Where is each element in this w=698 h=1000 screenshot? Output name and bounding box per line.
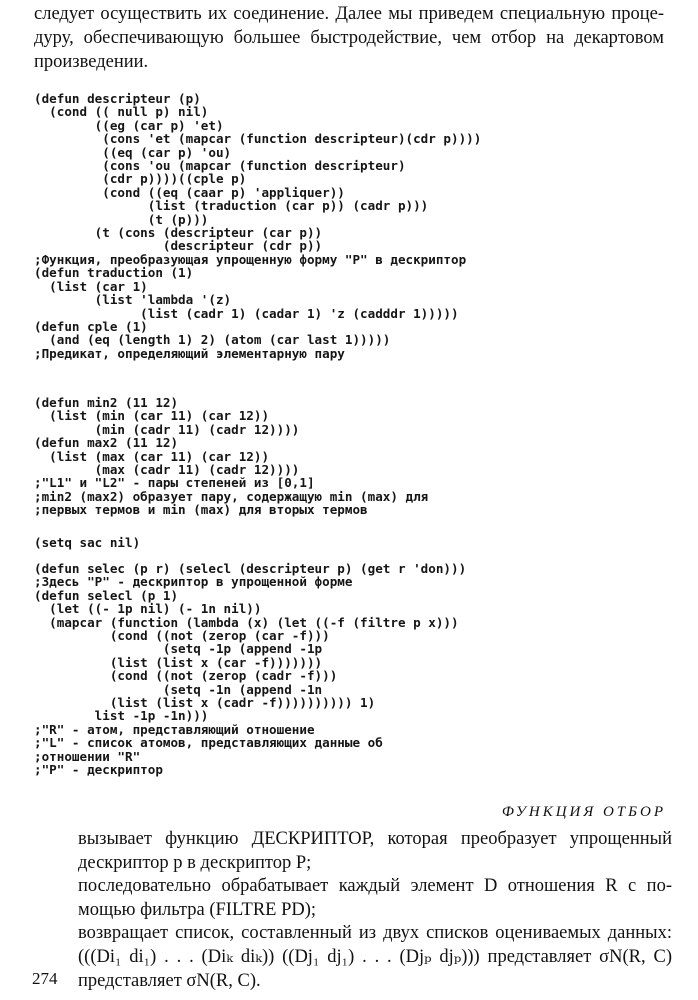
desc-item1-line1: вызывает функцию ДЕСКРИПТОР, которая преобразует упрощенный <box>78 829 672 849</box>
desc-item2-line1: последовательно обрабатывает каждый элемент D отношения R с по- <box>78 876 672 897</box>
code-block-selec: (defun selec (p r) (selecl (descripteur p) (get r 'don))) ;Здесь "P" - дескриптор в упрощенной форме (defun selecl (p 1) (let ((- 1p nil) (- 1n nil)) (mapcar (function (lambda (x) (let ((-f (filtre p x))) (cond ((not (zerop (car -f))) (setq -1p (append -1p (list (list x (car -f))))))) (cond ((not (zerop (cadr -f))) (setq -1n (append -1n (list (list x (cadr -f)))))))))) 1) list -1p -1n))) ;"R" - атом, представляющий отношение ;"L" - список атомов, представляющих данные об ;отношении "R" ;"P" - дескриптор <box>34 561 467 778</box>
intro-line-2: дуру, обеспечивающую большее быстродействие, чем отбор на декартовом <box>34 28 664 48</box>
function-description <box>78 828 672 993</box>
desc-item1-line2: дескриптор p в дескриптор P; <box>78 852 312 873</box>
desc-item2-line2: мощью фильтра (FILTRE PD); <box>78 899 317 920</box>
intro-line-3: произведении. <box>34 52 149 72</box>
code-block-min-max: (defun min2 (11 12) (list (min (car 11) (car 12)) (min (cadr 11) (cadr 12)))) (defun max2 (11 12) (list (max (car 11) (car 12)) (max (cadr 11) (cadr 12)))) ;"L1" и "L2" - пары степеней из [0,1] ;min2 (max2) образует пару, содержащую min (max) для ;первых термов и min (max) для вторых термов <box>34 395 429 518</box>
formula-line: (((Di₁ di₁) . . . (Diₖ diₖ)) ((Dj₁ dj₁) . . . (Djₚ djₚ))) представляет σN(R, C) <box>78 946 672 967</box>
desc-item3-line3: представляет σN(R, C). <box>78 970 261 991</box>
intro-line-1: следует осуществить их соединение. Далее мы приведем специальную проце- <box>34 4 664 24</box>
code-block-setq: (setq sac nil) <box>34 535 141 550</box>
page-number: 274 <box>32 969 58 988</box>
code-block-descripteur: (defun descripteur (p) (cond (( null p) nil) ((eg (car p) 'et) (cons 'et (mapcar (function descripteur)(cdr p)))) ((eq (car p) 'ou) (cons 'ou (mapcar (function descripteur) (cdr p))))((cple p) (cond ((eq (caar p) 'appliquer)) (list (traduction (car p)) (cadr p))) (t (p))) (t (cons (descripteur (car p)) (descripteur (cdr p)) ;Функция, преобразующая упрощенную форму "P" в дескриптор (defun traduction (1) (list (car 1) (list 'lambda '(z) (list (cadr 1) (cadar 1) 'z (cadddr 1))))) (defun cple (1) (and (eq (length 1) 2) (atom (car last 1))))) ;Предикат, определяющий элементарную пару <box>34 91 482 361</box>
desc-item3-line1: возвращает список, составленный из двух списков оцениваемых данных: <box>78 923 672 944</box>
intro-paragraph <box>34 2 664 74</box>
section-title: ФУНКЦИЯ ОТБОР <box>501 804 666 820</box>
